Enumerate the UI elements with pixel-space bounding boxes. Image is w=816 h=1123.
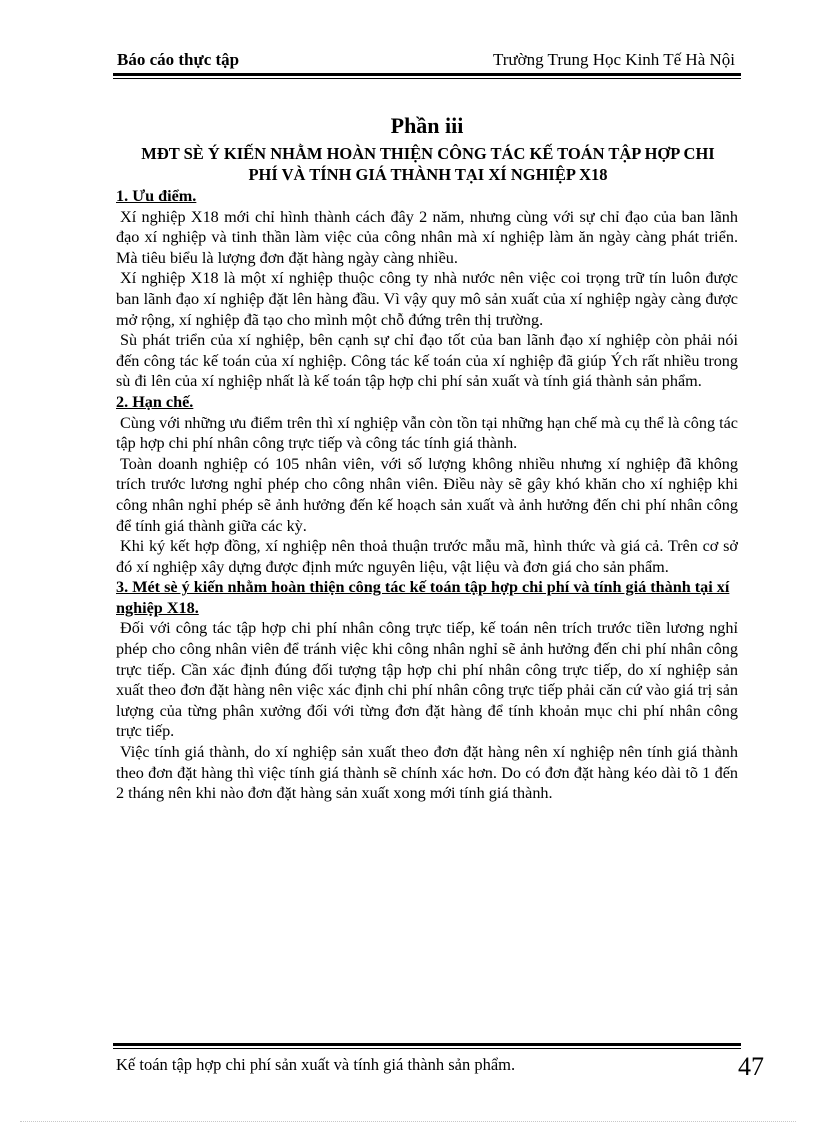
section-2-paragraph: Cùng với những ưu điểm trên thì xí nghiệp vẫn còn tồn tại những hạn chế mà cụ thể là công tác tập hợp chi phí nhân công trực tiếp và công tác tính giá thành. xyxy=(116,413,738,453)
part-subtitle: MÐT SÈ Ý KIẾN NHẰM HOÀN THIỆN CÔNG TÁC KẾ TOÁN TẬP HỢP CHI PHÍ VÀ TÍNH GIÁ THÀNH TẠI XÍ NGHIỆP X18 xyxy=(141,144,715,184)
footer-rule-thin xyxy=(113,1048,741,1049)
section-3-heading: 3. Mét sè ý kiến nhằm hoàn thiện công tác kế toán tập hợp chi phí và tính giá thành tại xí nghiệp X18. xyxy=(116,578,730,617)
footer-text: Kế toán tập hợp chi phí sản xuất và tính giá thành sản phẩm. xyxy=(116,1055,516,1074)
header-rule-thin xyxy=(113,78,741,79)
section-1-heading: 1. Ưu điểm. xyxy=(116,187,197,205)
header-rule-thick xyxy=(113,73,741,76)
section-3-paragraph: Việc tính giá thành, do xí nghiệp sản xuất theo đơn đặt hàng nên xí nghiệp nên tính giá thành theo đơn đặt hàng thì việc tính giá thành sẽ chính xác hơn. Do có đơn đặt hàng kéo dài tõ 1 đến 2 tháng nên khi nào đơn đặt hàng sản xuất xong mới tính giá thành. xyxy=(116,743,738,803)
page-number: 47 xyxy=(738,1052,764,1081)
section-1-paragraph: Xí nghiệp X18 mới chỉ hình thành cách đây 2 năm, nhưng cùng với sự chỉ đạo của ban lãnh đạo xí nghiệp và tinh thần làm việc của công nhân mà xí nghiệp làm ăn ngày càng phát triển. Mà tiêu biểu là lượng đơn đặt hàng ngày càng nhiều. xyxy=(116,207,738,267)
footer-rule-thick xyxy=(113,1043,741,1046)
section-2-paragraph: Toàn doanh nghiệp có 105 nhân viên, với số lượng không nhiều nhưng xí nghiệp đã không trích trước lương nghỉ phép cho công nhân viên. Điều này sẽ gây khó khăn cho xí nghiệp khi công nhân nghỉ phép sẽ ảnh hưởng đến kế hoạch sản xuất và ảnh hưởng đến chi phí nhân công để tính giá thành giữa các kỳ. xyxy=(116,454,738,535)
page-bottom-dotted-line xyxy=(20,1121,796,1122)
header-right-school: Trường Trung Học Kinh Tế Hà Nội xyxy=(492,50,735,69)
section-1-paragraph: Sù phát triển của xí nghiệp, bên cạnh sự chỉ đạo tốt của ban lãnh đạo xí nghiệp còn phải nói đến công tác kế toán của xí nghiệp. Công tác kế toán của xí nghiệp đã giúp Ých rất nhiều trong sù đi lên của xí nghiệp nhất là kế toán tập hợp chi phí sản xuất và tính giá thành sản phẩm. xyxy=(116,331,738,391)
section-2-heading: 2. Hạn chế. xyxy=(116,392,194,411)
header-left-title: Báo cáo thực tập xyxy=(117,50,240,69)
document-body xyxy=(116,186,738,804)
section-1-paragraph: Xí nghiệp X18 là một xí nghiệp thuộc công ty nhà nước nên việc coi trọng trữ tín luôn được ban lãnh đạo xí nghiệp đặt lên hàng đầu. Vì vậy quy mô sản xuất của xí nghiệp ngày càng được mở rộng, xí nghiệp đã tạo cho mình một chỗ đứng trên thị trường. xyxy=(116,269,738,329)
section-3-paragraph: Đối với công tác tập hợp chi phí nhân công trực tiếp, kế toán nên trích trước tiền lương nghỉ phép cho công nhân viên để tránh việc khi công nhân nghỉ sẽ ảnh hưởng đến chi phí nhân công trực tiếp. Cần xác định đúng đối tượng tập hợp chi phí nhân công trực tiếp, do xí nghiệp sản xuất theo đơn đặt hàng nên việc xác định chi phí nhân công trực tiếp phải căn cứ vào giá trị sản lượng của từng phân xưởng đối với từng đơn đặt hàng để tính khoản mục chi phí nhân công trực tiếp. xyxy=(116,619,738,741)
part-title: Phần iii xyxy=(390,113,464,138)
page-header xyxy=(113,46,741,74)
section-2-paragraph: Khi ký kết hợp đồng, xí nghiệp nên thoả thuận trước mẫu mã, hình thức và giá cả. Trên cơ sở đó xí nghiệp xây dựng được định mức nguyên liệu, vật liệu và đơn giá cho sản phẩm. xyxy=(116,537,738,576)
